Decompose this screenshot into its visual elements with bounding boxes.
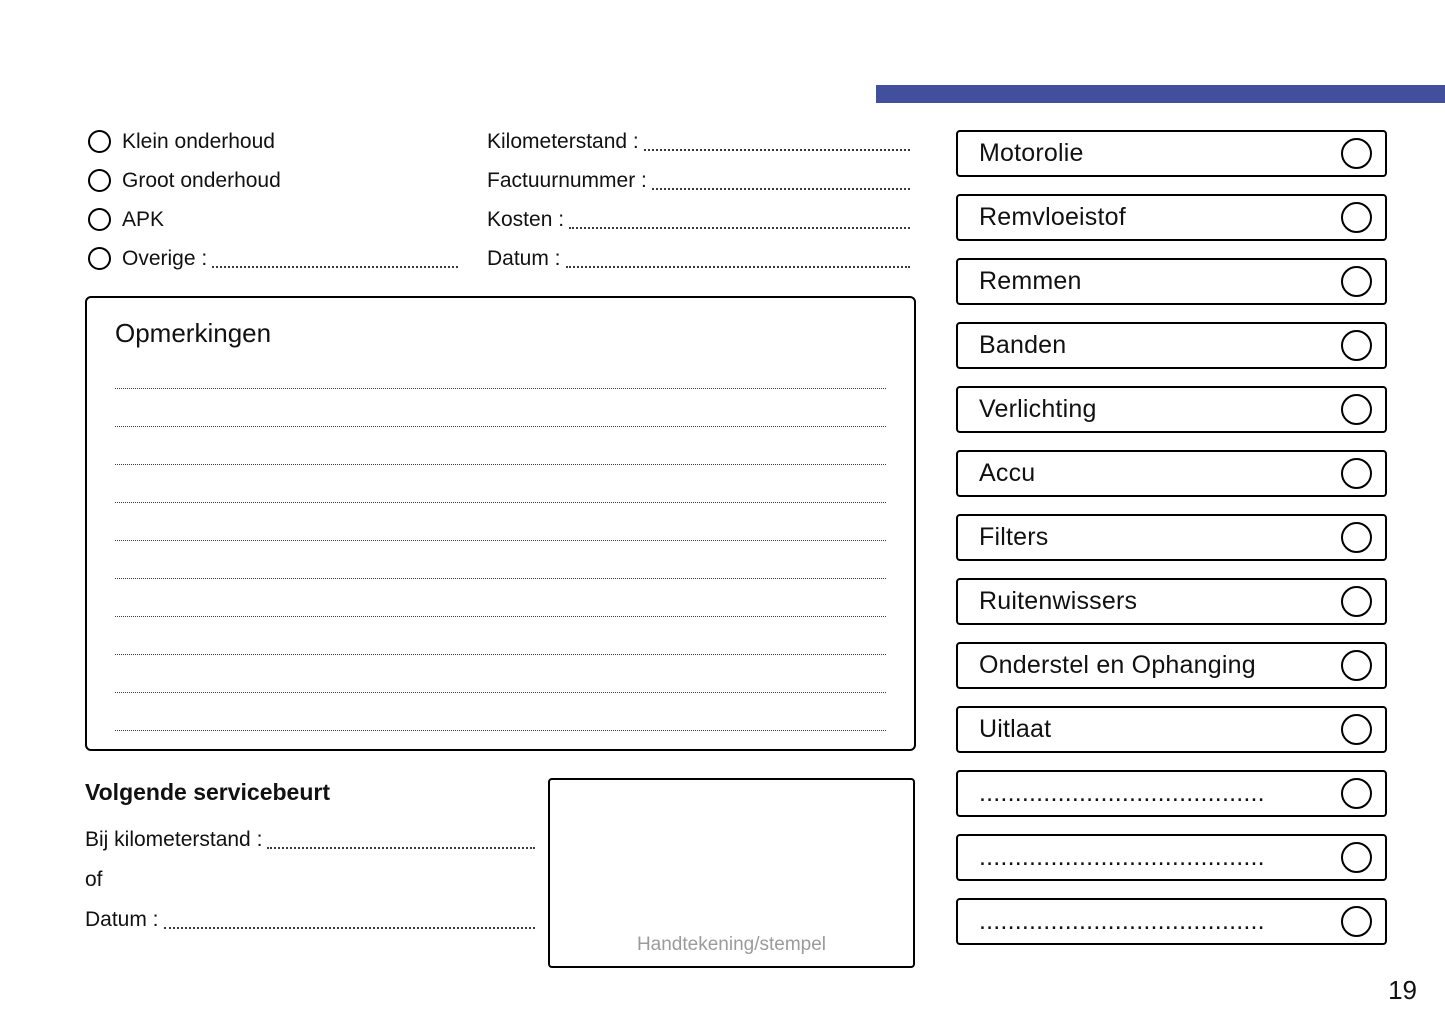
remarks-title: Opmerkingen [115,318,272,348]
next-service-km-label: Bij kilometerstand : [85,828,263,851]
checklist-circle[interactable] [1341,586,1372,617]
next-service-section [85,779,535,940]
remarks-input-line[interactable] [115,503,886,541]
checklist-item-remvloeistof [956,194,1387,241]
field-row-factuurnummer [487,161,910,200]
checklist-circle[interactable] [1341,458,1372,489]
checklist-item-label: Verlichting [979,395,1097,423]
maintenance-checklist [956,130,1387,962]
remarks-input-line[interactable] [115,351,886,389]
checklist-circle[interactable] [1341,842,1372,873]
checklist-circle[interactable] [1341,714,1372,745]
service-type-group [88,122,458,278]
checklist-item-label: Remvloeistof [979,203,1126,231]
checklist-item-label: ........................................ [979,907,1265,935]
checklist-item-label: Banden [979,331,1067,359]
checklist-item-label: ........................................ [979,779,1265,807]
checklist-item-label: Ruitenwissers [979,587,1138,615]
service-type-row-overige [88,239,458,278]
remarks-input-line[interactable] [115,427,886,465]
checklist-circle[interactable] [1341,522,1372,553]
remarks-input-line[interactable] [115,389,886,427]
checklist-item-remmen [956,258,1387,305]
field-label: Kilometerstand : [487,129,639,153]
radio-button-icon[interactable] [88,130,111,153]
service-type-label: Overige : [122,246,208,270]
checklist-item-filters [956,514,1387,561]
checklist-circle[interactable] [1341,650,1372,681]
field-row-kilometerstand [487,122,910,161]
remarks-input-line[interactable] [115,693,886,731]
field-label: Datum : [487,246,561,270]
next-service-km-row [85,820,535,860]
remarks-lines [87,351,914,731]
next-service-date-label: Datum : [85,908,159,931]
checklist-item-accu [956,450,1387,497]
next-service-date-row [85,900,535,940]
next-service-or-row [85,860,535,900]
service-type-label: Groot onderhoud [122,168,281,192]
checklist-item-blank-2 [956,834,1387,881]
datum-input-line[interactable] [566,266,910,268]
next-service-or-label: of [85,868,103,891]
radio-button-icon[interactable] [88,208,111,231]
factuurnummer-input-line[interactable] [652,188,910,190]
checklist-circle[interactable] [1341,778,1372,809]
remarks-input-line[interactable] [115,579,886,617]
remarks-input-line[interactable] [115,617,886,655]
checklist-item-ruitenwissers [956,578,1387,625]
field-label: Factuurnummer : [487,168,647,192]
page-number: 19 [1388,975,1417,1005]
service-type-label: Klein onderhoud [122,129,275,153]
checklist-circle[interactable] [1341,202,1372,233]
service-type-row-apk [88,200,458,239]
checklist-circle[interactable] [1341,394,1372,425]
checklist-circle[interactable] [1341,906,1372,937]
kosten-input-line[interactable] [569,227,910,229]
field-label: Kosten : [487,207,565,231]
checklist-item-banden [956,322,1387,369]
service-type-label: APK [122,207,165,231]
remarks-input-line[interactable] [115,541,886,579]
checklist-item-uitlaat [956,706,1387,753]
service-type-row-groot-onderhoud [88,161,458,200]
checklist-item-label: Remmen [979,267,1082,295]
radio-button-icon[interactable] [88,169,111,192]
signature-box [548,778,915,968]
signature-label: Handtekening/stempel [636,934,827,955]
checklist-item-blank-1 [956,770,1387,817]
checklist-item-label: Motorolie [979,139,1084,167]
checklist-item-label: Accu [979,459,1036,487]
service-type-row-klein-onderhoud [88,122,458,161]
remarks-input-line[interactable] [115,465,886,503]
next-service-km-input-line[interactable] [267,847,535,849]
remarks-box [85,296,916,751]
next-service-date-input-line[interactable] [164,927,535,929]
accent-bar [876,85,1445,103]
checklist-circle[interactable] [1341,138,1372,169]
checklist-circle[interactable] [1341,266,1372,297]
checklist-circle[interactable] [1341,330,1372,361]
checklist-item-onderstel-en-ophanging [956,642,1387,689]
checklist-item-label: ........................................ [979,843,1265,871]
checklist-item-label: Filters [979,523,1049,551]
checklist-item-blank-3 [956,898,1387,945]
kilometerstand-input-line[interactable] [644,149,910,151]
checklist-item-label: Uitlaat [979,715,1052,743]
service-fields [487,122,910,278]
checklist-item-verlichting [956,386,1387,433]
checklist-item-motorolie [956,130,1387,177]
next-service-title: Volgende servicebeurt [85,779,330,805]
field-row-datum [487,239,910,278]
checklist-item-label: Onderstel en Ophanging [979,651,1256,679]
overige-input-line[interactable] [212,266,458,268]
radio-button-icon[interactable] [88,247,111,270]
remarks-input-line[interactable] [115,655,886,693]
field-row-kosten [487,200,910,239]
